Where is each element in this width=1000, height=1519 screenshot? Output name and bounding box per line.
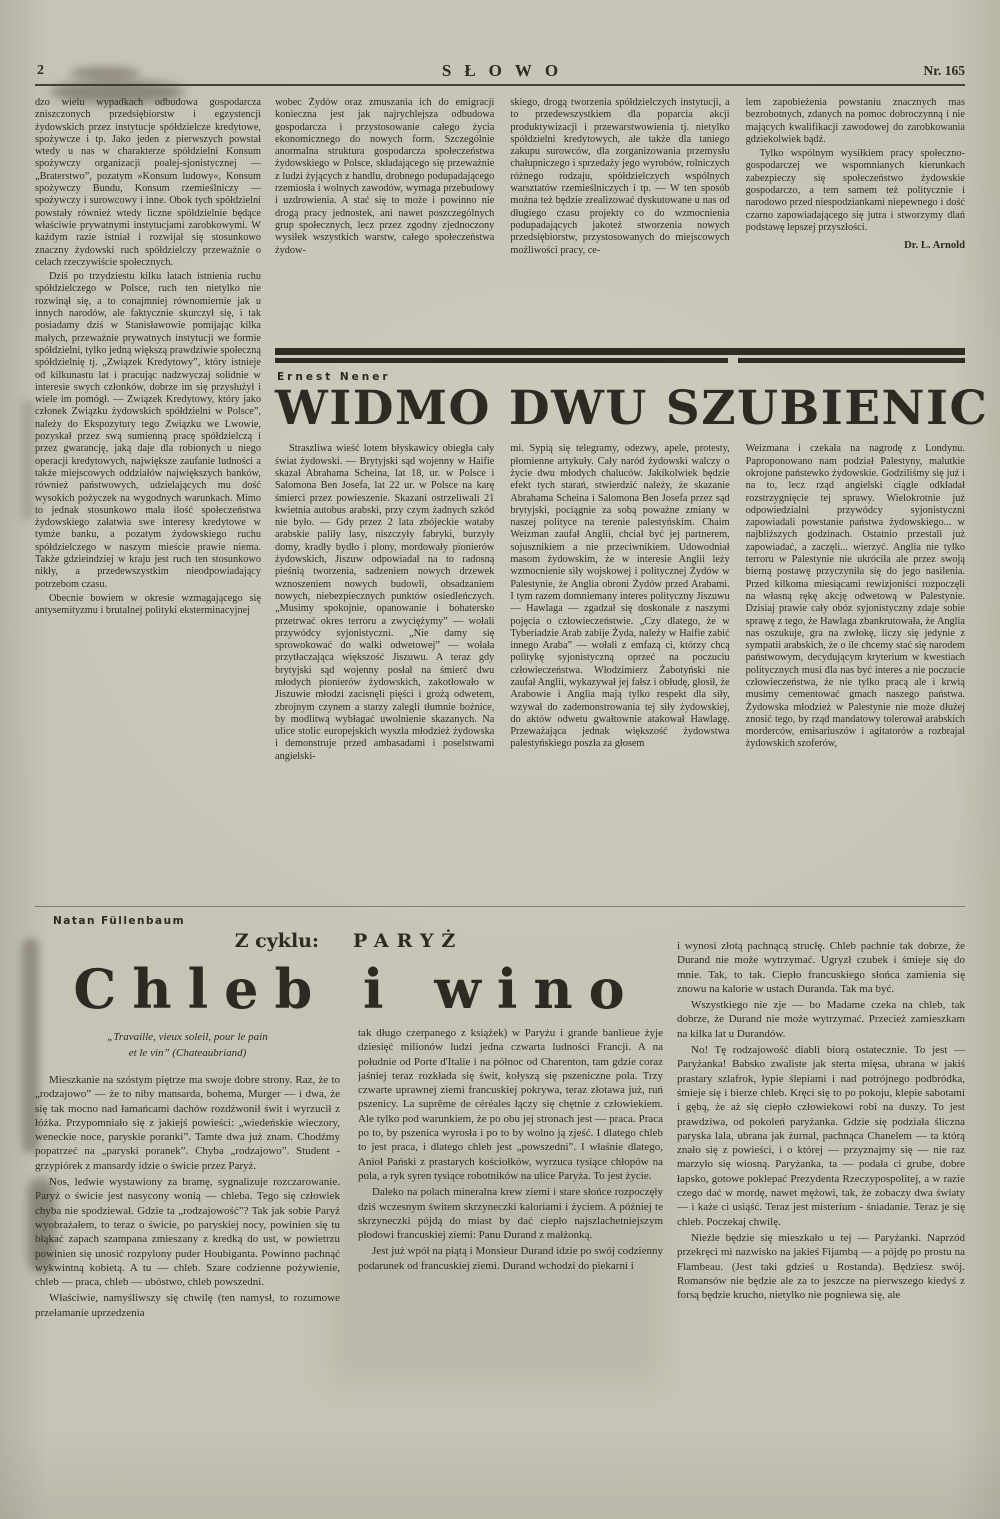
- article1-column-2: [275, 97, 494, 341]
- article-paragraph: Nos, ledwie wystawiony za bramę, sygnalizuje rozczarowanie. Paryż o świcie jest nasycony wonią — chleba. Tego się człowiek chyba nie spodziewał. Gdzie ta „rodzajowość”? Tak jak sobie Paryż wyobrażałem, to teraz o świcie, po paryskiej nocy, powinien się tu błąkać zapach szampana zmieszany z kredką do ust, w powietrzu powinien się unosić rozpylony puder Houbiganta. Powinno pachnąć wykwintną kobietą. A tu — chleb. Szare codzienne pożywienie, chleb — praca, chleb — ubóstwo, chleb powszedni.: [35, 1176, 340, 1289]
- section-divider: [275, 348, 965, 363]
- article-paragraph: Obecnie bowiem w okresie wzmagającego się antysemityzmu i brutalnej polityki eksterminacyjnej: [35, 592, 261, 617]
- article-paragraph: Weizmana i czekała na nagrodę z Londynu. Paproponowano nam podział Palestyny, malutkie okrojone państewko żydowskie. Godziliśmy się już i na to, lecz rząd angielski ciągle odkładał rozstrzygnięcie tej sprawy. Wielokrotnie już odpowiedzialni przywódcy syjonistyczni zapowiadali powstanie państwa żydowskiego... w najbliższych godzinach. Ostatnio przestali już zapowiadać, a zaczęli... wierzyć. Anglia nie tylko terroru w Palestynie nie ukróciła ale przez swoją bierną postawę przyczyniła się do jego nasilenia. Przed kilkoma miesiącami rewizjoniści rozpoczęli na własną rękę akcję odwetową w Palestynie. Dzisiaj prawie cały obóz syjonistyczny zdaje sobie sprawę z tego, że Hawlaga zbankrutowała, że Anglia nas oszukuje, gra na zwłokę, liczy się jedynie z sympatii arabskich, że o ile chcemy stać się narodem państwowym, decydującym kryterium w kwestiach politycznych musi dla nas być interes a nie poczucie człowieczeństwa, że nie tylko pracą ale i krwią musimy cementować gmach naszego państwa. Żydowska młodzież w Palestynie nie może dłużej znosić tego, by rząd mandatowy tolerował arabskich morderców, emisariuszów i agitatorów a rozbrajał żydowskich szoferów,: [745, 443, 965, 750]
- article-paragraph: mi. Sypią się telegramy, odezwy, apele, protesty, płomienne artykuły. Cały naród żydowski walczy o życie dwu młodych chaluców. Jakikolwiek będzie efekt tych starań, stwierdzić należy, że skazanie Abrahama Scheina i Salomona Ben Josefa przez sąd brytyjski, pociągnie za sobą poważne zmiany w naszej polityce na terenie palestyńskim. Chaim Weizman zaufał Anglii, chciał być jej partnerem, sojusznikiem a nie przeciwnikiem. Udowodniał masom żydowskim, że w interesie Anglii leży wzmocnienie siły wojskowej i politycznej Żydów w Palestynie, że Anglia obroni Żydów przed Arabami. I tym razem domniemany interes polityczny Jiszuwu — Hawlaga — zgadzał się doskonale z naszymi pojęcia o człowieczeństwie. „Czy dlatego, że w Tyberiadzie Arab zabije Żyda, należy w Haifie zabić innego Araba” — wołali z emfazą ci, którzy chcą politykę syjonistyczną oprzeć na poczuciu człowieczeństwa. Włodzimierz Żabotyński nie zaufał Anglii, wykazywał jej fałsz i obłudę, głosił, że Arabowie i Anglia mają tylko respekt dla siły, wzywał do zademonstrowania tej siły żydowskiej, do aktów odwetu gwałtownie atakował Hawlagę. Przeważająca jednak większość żydowstwa palestyńskiego poszła za głosem: [510, 443, 730, 750]
- article-paragraph: Daleko na polach mineralna krew ziemi i stare słońce rozpoczęły dziś wczesnym świtem skrzyneczki kaloriami i życiem. A później te skrzyneczki pójdą do miast by dać ciepło najszlachetniejszym płodowi francuskiej ziemi: Panu Durand z małżonką.: [358, 1186, 663, 1242]
- article3-columns-1-2: [35, 1026, 663, 1508]
- article-paragraph: Tylko wspólnym wysiłkiem pracy społeczno-gospodarczej we wspomnianych kierunkach zabezpieczy się społeczeństwo żydowskie gospodarczo, a tem samem też politycznie i narodowo przed niespodziankami niepewnego i dość czarno zapowiadającego się jutra i stworzymy dlań podstawę lepszej przyszłości.: [745, 148, 965, 233]
- article3-byline: Natan Füllenbaum: [53, 915, 186, 927]
- article-paragraph: dzo wielu wypadkach odbudowa gospodarcza zniszczonych przedsiębiorstw i egzystencji żydowskich przez instytucje spółdzielcze kredytowe, spożywcze i tp. Jako jeden z pierwszych powstał wtedy u nas w charakterze spółdzielni Konsum spożywczy organizacji poalej-sjonistycznej — „Braterstwo”, pozatym »Konsum ludowy«, Konsum spożywczy Bundu, Konsum rzemieślniczy — spożywczy i surowcowy i inne. Obok tych spółdzielni powstały również wtedy liczne spółdzielnie będące właściwie prywatnymi instytucjami zarobkowymi. W każdym razie istniał i rozwijał się stosunkowo znaczny żydowski ruch spółdzielczy przeważnie o celach rzeczywiście społecznych.: [35, 97, 261, 268]
- masthead: SŁOWO: [441, 61, 572, 80]
- article1-column-1: [35, 97, 261, 897]
- article-paragraph: Nieźle będzie się mieszkało u tej — Paryżanki. Naprzód przekręci mi nazwisko na jakieś Fijambą — a pójdę po prostu na Flambeau. (Jest taki gdzieś u Rostanda). Będziesz swój. Romansów nie będzie ale za to jeszcze na pierwszego kiedyś z forsą będzie krucho, nietylko nie pogniewa się, ale: [677, 1231, 965, 1302]
- article-paragraph: Wszystkiego nie zje — bo Madame czeka na chleb, tak dobrze, że Durand nie może wytrzymać. Przecież zamieszkam na kilka lat u Durandów.: [677, 999, 965, 1040]
- article-paragraph: wobec Żydów oraz zmuszania ich do emigracji konieczna jest jak najrychlejsza odbudowa gospodarcza i przystosowanie całego życia ekonomicznego do nowych form. Szczególnie anormalna struktura gospodarcza społeczeństwa żydowskiego w Polsce, składającego się przeważnie z ludzi żyjących z handlu, drobnego podupadającego rzemiosła i wolnych zawodów, wymaga przebudowy i uzdrowienia. A stać się to może i powinno nie drogą pracy jednostek, ani nawet poszczególnych grup społecznych, lecz przez zgodny zjednoczony wysiłek wszystkich warstw, całego społeczeństwa żydow-: [275, 97, 495, 256]
- article-paragraph: Właściwie, namyśliwszy się chwilę (ten namysł, to rozumowe przełamanie uprzedzenia: [35, 1292, 340, 1319]
- article-paragraph: lem zapobieżenia powstaniu znacznych mas bezrobotnych, zdanych na pomoc dobroczynną i nie mających kwalifikacji zawodowej do zarobkowania gdziekolwiek bądź.: [745, 97, 965, 145]
- article2-columns: [275, 443, 965, 897]
- section-divider-bar: [738, 358, 965, 363]
- article3-left-block: [35, 915, 663, 1508]
- article1-column-3: [510, 97, 729, 341]
- article-paragraph: Mieszkanie na szóstym piętrze ma swoje dobre strony. Raz, że to „rodzajowo” — że to niby mansarda, bohema, Murger — i dwa, że się tak mocno nad łamańcami dachów rozdźwonił świt i wyrzucił z łóżka. Przypomniało się z jakiejś powieści: „wiedeńskie wieczory, weneckie noce, paryskie poranki”. Tamte dwa już znam. Chodźmy popatrzeć na „paryski poranek”. Chyba „rodzajowo”. Student - grzypiórek z mansardy idzie o świcie przez Paryż.: [35, 1074, 340, 1172]
- article3-column-2: [358, 1026, 663, 1508]
- article3-title: Chleb i wino: [73, 957, 641, 1021]
- article-paragraph: i wynosi złotą pachnącą strucłę. Chleb pachnie tak dobrze, że Durand nie może wytrzymać. Ugryzł czubek i śmieje się do mnie. Tak, to tak. Ciepło francuskiego słońca zamienia się znowu na kalorie w ustach Duranda. Tak ma być.: [677, 940, 965, 995]
- page-header: [35, 0, 965, 86]
- article2-column-2: [510, 443, 729, 897]
- article-paragraph: skiego, drogą tworzenia spółdzielczych instytucji, a to przedewszystkiem dla poparcia akcji produktywizacji i przewarstwowienia tj. nietylko spółdzielni kredytowych, ale także dla taniego zakupu surowców, dla zorganizowania przemysłu chałupniczego i sprzedaży jego wyrobów, rolniczych różnego rodzaju, spółdzielczych wspólnych warsztatów rzemieślniczych i tp. — W ten sposób można też będzie zrealizować dyskutowane u nas od długiego czasu projekty co do wzmocnienia podupadających jakoteż stworzenia nowych przedsiębiorstw, przystosowanych do miejscowych możliwości pracy, ce-: [510, 97, 730, 256]
- article-paragraph: tak długo czerpanego z książek) w Paryżu i grande banlieue żyje dziesięć milionów ludzi jedna czwarta ludności Francji. A na południe od Porte d'Italie i na północ od Charenton, tam gdzie coraz jaśniej teraz rozkłada się świt, kołyszą się pszeniczne pola. Trzy czwarte uprawnej ziemi francuskiej pokrywa, teraz złotawa już, ruń pszenicy. La suprême de céréales łączy się chętnie z człowiekiem. Ale tylko pod warunkiem, że po obu jej stronach jest — praca. Praca po to, by pszenica wyrosła i po to by wolno ją zjeść. I dlatego chleb to jest praca, i dlatego chleb jest „powszedni”. I właśnie dlatego, Anioł Pański z prastarych kościołków, wyrzuca tysiące chłopów na pola, a ryk syren tysiące robotników na ulice Paryża. To jest życie.: [358, 1027, 663, 1182]
- section-divider-bar: [275, 348, 965, 355]
- epigraph-line: et le vin” (Chateaubriand): [128, 1046, 247, 1059]
- page-number: 2: [37, 63, 44, 78]
- article1-column-4: [746, 97, 965, 341]
- article-paragraph: Straszliwa wieść lotem błyskawicy obiegła cały świat żydowski. — Brytyjski sąd wojenny w Haifie skazał Abrahama Scheina, lat 18, ur. w Polsce i Salomona Ben Josefa, lat 22 ur. w Polsce na karę śmierci przez powieszenie. Skazani ostrzeliwali 21 kwietnia autobus arabski, przy czym żadnych szkód nie było. — Gdy przez 2 lata zbójeckie wataby arabskie paliły lasy, niszczyły fabryki, burzyły domy, kradły bydło i plony, mordowały pionierów żydowskich, Jiszuw odpowiadał na to radosną pieśnią tworzenia, sadzeniem nowych drzewek wznoszeniem nowych budowli, obsadzaniem nowych, niebezpiecznych punktów osiedleńczych. „Musimy spokojnie, opanowanie i bohatersko przetrwać okres terroru a zwyciężymy” — wołali przywódcy syjonistyczni. „Nie damy się sprowokować do walki odwetowej” — wołała przytłaczająca większość Jiszuwu. A teraz gdy brytyjski sąd wojenny posłał na śmierć dwu młodych pionierów żydowskich, zakotłowało w Jiszuwie młodzi zacisnęli pięści i grożą odwetem, zbrojnym czynem a starzy zalegli tłumnie bożnice, by modlitwą wybłagać uwolnienie skazanych. Na ulice stolic europejskich wyszła młodzież żydowska i demonstruje przed ambasadami i poselstwami angielski-: [275, 443, 495, 762]
- article2-column-1: [275, 443, 494, 897]
- article3-series-title: PARYŻ: [353, 930, 464, 952]
- article3-series-label: Z cyklu:: [234, 930, 319, 952]
- article3-epigraph: [47, 1030, 328, 1061]
- article2-byline: Ernest Nener: [277, 371, 391, 383]
- article1-columns-2-4: [275, 97, 965, 341]
- article-paragraph: No! Tę rodzajowość diabli biorą ostatecznie. To jest — Paryżanka! Babsko zwaliste jak sterta mięsa, ubrana w jakiś prastary szlafrok, łypie ślepiami i nad potrójnego podbródka, śmieje się i bierze chleb. Kręci się to po pokoju, klepie sabotami i gębą, że aż się ciepło człowiekowi robi na duszy. To jest prawdziwa, od pokoleń paryżanka. Gdzie się podziała śliczna paryska lala, ubrana jak żurnal, pachnąca Chanelem — ta którą znało się z powieści, i o której — przyznajmy się — nie raz marzyło się wiosną. Paryżanka, ta — podała ci grube, dobre łapsko, gotowe poklepać Prezydenta Rzeczypospolitej, a w razie czego dać w mordę, nawet mężowi, tak, że zobaczy dwa światy — i każe ci usiąść. Teraz jest misterium - śniadanie. Teraz je się chleb. Poczekaj chwilę.: [677, 1044, 965, 1228]
- article-paragraph: Dziś po trzydziestu kilku latach istnienia ruchu spółdzielczego w Polsce, ruch ten nietylko nie rozwinął się, a to conajmniej równomiernie jak u innych narodów, ale faktycznie skurczył się, i tak posiadamy dziś w Stanisławowie pomijając kilka małych, przeważnie prywatnych instytucji we formie spółdzielni, tylko jedną większą prawdziwie społeczną spółdzielnię tj. „Związek Kredytowy”, który istnieje od kilkunastu lat i pracując nadzwyczaj solidnie w interesie swych członków, dobrze im się przysłużył i wiele im pomógł. — Związek Kredytowy, który jako członek Związku żydowskich spółdzielni w Polsce”, należy do Ekspozytury tego Związku we Lwowie, pozyskał przez swą sumienną pracę spółdzielczą i przez gwarancję, jaką daje dla robionych u niego operacji kredytowych, największe zaufanie ludności a także miejscowych oddziałów największych banków, również państwowych, udzielających mu dość wysokich pożyczek na wygodnych warunkach. Mimo to jednak stosunkowo mała ilość społeczeństwa żydowskiego załatwia swe interesy kredytowe w tymże banku, a pozatym żydowskiego ruchu spółdzielczego w naszym mieście prawie niema. Także gdzieindziej w kraju jest ruch ten stosunkowo nikły, a przedewszystkim nieodpowiadający potrzebom czasu.: [35, 271, 261, 590]
- section-divider-bar-row: [275, 358, 965, 363]
- paper-stain: [22, 400, 34, 520]
- article3-column-1: [35, 1026, 340, 1508]
- right-region: [275, 97, 989, 897]
- article2-column-3: [746, 443, 965, 897]
- article3-series: [35, 930, 663, 952]
- article1-signature: Dr. L. Arnold: [904, 240, 965, 252]
- article-paragraph: Jest już wpół na piątą i Monsieur Durand idzie po swój codzienny podarunek od francuskiej ziemi. Durand wchodzi do piekarni i: [358, 1245, 663, 1272]
- section-divider-bar: [275, 358, 728, 363]
- article2-headline: WIDMO DWU SZUBIENIC: [275, 381, 989, 436]
- epigraph-line: „Travaille, vieux soleil, pour le pain: [107, 1031, 268, 1043]
- article3-column-3: [677, 915, 965, 1508]
- issue-number: Nr. 165: [923, 63, 965, 78]
- article3-section: [35, 906, 965, 1508]
- main-content: [35, 97, 989, 897]
